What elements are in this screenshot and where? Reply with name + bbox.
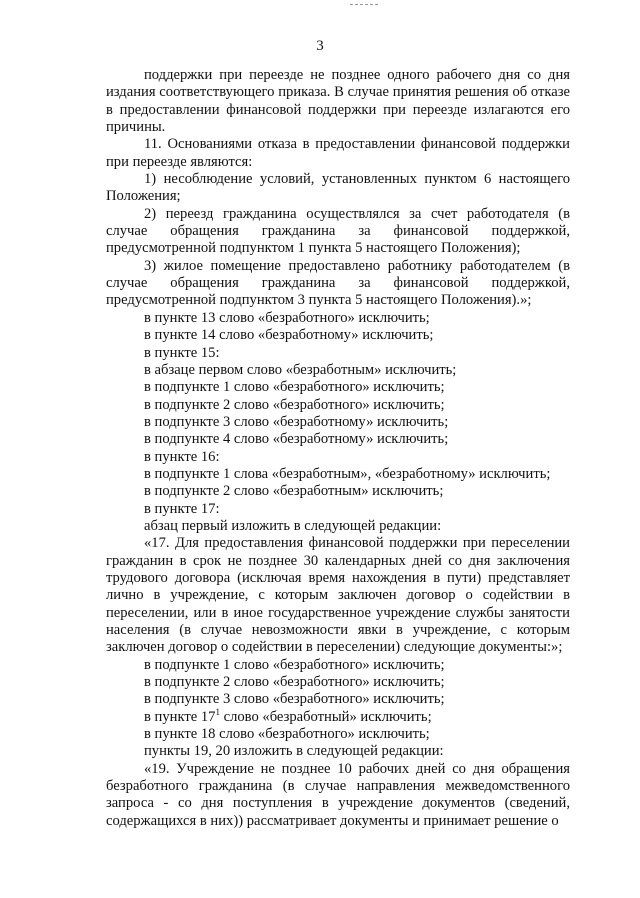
paragraph: в подпункте 4 слово «безработному» исключить; <box>144 431 449 448</box>
paragraph-text-end: слово «безработный» исключить; <box>219 708 432 725</box>
paragraph: в подпункте 3 слово «безработного» исключить; <box>144 691 445 708</box>
document-body <box>106 67 570 830</box>
paragraph: пункты 19, 20 изложить в следующей редакции: <box>144 743 444 760</box>
paragraph: в подпункте 2 слово «безработного» исключить; <box>144 396 445 413</box>
paragraph: «17. Для предоставления финансовой поддержки при переселении гражданин в срок не позднее 30 календарных дней со дня заключения трудового договора (исключая время нахождения в пути) представляет лично в учреждение, с которым заключен договор о содействии в переселении, или в иное государственное учреждение службы занятости населения (в случае невозможности явки в учреждение, с которым заключен договор о содействии в переселении) следующие документы:»; <box>106 535 570 656</box>
paragraph: 2) переезд гражданина осуществлялся за счет работодателя (в случае обращения гражданина за финансовой поддержкой, предусмотренной подпунктом 1 пункта 5 настоящего Положения); <box>106 205 570 257</box>
paragraph: в пункте 15: <box>144 344 220 361</box>
paragraph: в подпункте 1 слово «безработного» исключить; <box>144 656 445 673</box>
paragraph: в подпункте 3 слово «безработному» исключить; <box>144 413 449 430</box>
paragraph: в подпункте 2 слово «безработного» исключить; <box>144 674 445 691</box>
page-number: 3 <box>316 38 324 54</box>
paragraph: в подпункте 2 слово «безработным» исключить; <box>144 483 444 500</box>
paragraph <box>106 706 570 726</box>
paragraph: в пункте 17: <box>144 500 220 517</box>
superscript: 1 <box>215 706 220 717</box>
paragraph: в пункте 18 слово «безработного» исключить; <box>144 726 430 743</box>
paragraph: 1) несоблюдение условий, установленных пунктом 6 настоящего Положения; <box>106 171 570 205</box>
paragraph: в пункте 14 слово «безработному» исключить; <box>144 327 434 344</box>
paragraph: в пункте 16: <box>144 448 220 465</box>
paragraph: в абзаце первом слово «безработным» исключить; <box>144 361 457 378</box>
paragraph: в пункте 13 слово «безработного» исключить; <box>144 309 430 326</box>
paragraph: абзац первый изложить в следующей редакции: <box>144 517 442 534</box>
paragraph: 11. Основаниями отказа в предоставлении финансовой поддержки при переезде являются: <box>106 136 570 170</box>
paragraph: 3) жилое помещение предоставлено работнику работодателем (в случае обращения гражданина за финансовой поддержкой, предусмотренной подпунктом 3 пункта 5 настоящего Положения).»; <box>106 257 570 309</box>
paragraph: в подпункте 1 слово «безработного» исключить; <box>144 379 445 396</box>
paragraph: «19. Учреждение не позднее 10 рабочих дней со дня обращения безработного гражданина (в случае направления межведомственного запроса - со дня поступления в учреждение документов (сведений, содержащихся в них)) рассматривает документы и принимает решение о <box>106 760 570 829</box>
paragraph: поддержки при переезде не позднее одного рабочего дня со дня издания соответствующего приказа. В случае принятия решения об отказе в предоставлении финансовой поддержки при переезде излагаются его причины. <box>106 67 570 136</box>
paragraph: в подпункте 1 слова «безработным», «безработному» исключить; <box>144 465 551 482</box>
paragraph-text-start: в пункте 17 <box>144 708 216 725</box>
scan-mark <box>350 4 378 7</box>
